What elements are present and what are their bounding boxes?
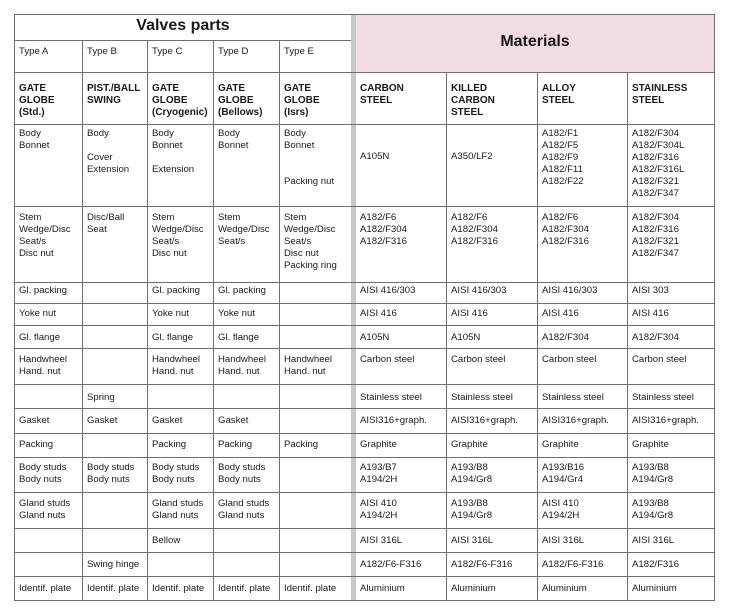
material-cell: A193/B8 A194/Gr8 [451, 498, 493, 521]
part-cell: Body studs Body nuts [87, 462, 135, 485]
row-rule [14, 408, 714, 409]
row-rule [14, 576, 714, 577]
part-cell: Packing [152, 439, 187, 450]
material-cell: Carbon steel [360, 354, 415, 365]
part-cell: Gl. packing [152, 285, 200, 296]
material-cell: AISI 416/303 [542, 285, 598, 296]
row-rule [14, 433, 714, 434]
row-rule [14, 492, 714, 493]
part-cell: Packing [19, 439, 54, 450]
part-cell: Gasket [152, 415, 183, 426]
part-cell [280, 415, 355, 432]
material-cell: Carbon steel [542, 354, 597, 365]
type-label: Type E [284, 46, 314, 57]
material-cell: AISI316+graph. [542, 415, 609, 426]
row-rule [14, 325, 714, 326]
material-cell: A193/B8 A194/Gr8 [632, 498, 674, 521]
part-cell: Yoke nut [218, 308, 255, 319]
part-cell [15, 559, 82, 575]
material-cell: Stainless steel [360, 392, 422, 403]
row-rule [14, 528, 714, 529]
type-row-rule [14, 72, 714, 73]
part-cell [148, 559, 213, 575]
part-cell: Handwheel Hand. nut [19, 354, 68, 377]
valve-type-header: GATE GLOBE (Cryogenic) [152, 83, 208, 118]
valve-type-header: GATE GLOBE (Isrs) [284, 83, 320, 118]
material-header: ALLOY STEEL [542, 83, 576, 106]
row-rule [14, 552, 714, 553]
material-header: CARBON STEEL [360, 83, 404, 106]
part-cell [15, 535, 82, 551]
valves-title-rule [14, 40, 351, 41]
part-cell: Handwheel Hand. nut [218, 354, 267, 377]
part-cell [83, 439, 147, 456]
row-rule [14, 348, 714, 349]
material-cell: A350/LF2 [451, 151, 493, 162]
part-cell [280, 285, 355, 302]
part-cell: Stem Wedge/Disc Seat/s [218, 212, 270, 247]
material-cell: Aluminium [632, 583, 677, 594]
material-cell: A182/F6-F316 [360, 559, 422, 570]
material-cell: Aluminium [451, 583, 496, 594]
table-border-bottom [14, 600, 715, 601]
material-cell: AISI 416 [360, 308, 397, 319]
part-cell: Identif. plate [87, 583, 140, 594]
material-cell: Carbon steel [632, 354, 687, 365]
part-cell: Gl. flange [218, 332, 260, 343]
part-cell: Body Bonnet Packing nut [284, 128, 335, 187]
row-rule [14, 457, 714, 458]
material-cell: Carbon steel [451, 354, 506, 365]
material-cell: A182/F6-F316 [542, 559, 604, 570]
material-cell: Graphite [542, 439, 579, 450]
part-cell: Yoke nut [19, 308, 56, 319]
material-cell: Aluminium [360, 583, 405, 594]
part-cell [15, 392, 82, 407]
material-cell: AISI316+graph. [632, 415, 699, 426]
material-cell: A193/B8 A194/Gr8 [632, 462, 674, 485]
part-cell: Identif. plate [284, 583, 337, 594]
part-cell: Packing [284, 439, 319, 450]
part-cell: Identif. plate [218, 583, 271, 594]
valves-parts-title: Valves parts [136, 17, 230, 34]
material-cell: Graphite [632, 439, 669, 450]
material-cell: A182/F6-F316 [451, 559, 513, 570]
material-cell: A105N [451, 332, 481, 343]
row-rule [14, 303, 714, 304]
part-cell: Handwheel Hand. nut [152, 354, 201, 377]
part-cell: Identif. plate [19, 583, 72, 594]
part-cell: Gl. flange [19, 332, 61, 343]
material-cell: Graphite [360, 439, 397, 450]
part-cell [214, 559, 279, 575]
material-header: KILLED CARBON STEEL [451, 83, 495, 118]
material-cell: A182/F316 [632, 559, 679, 570]
material-cell: A182/F6 A182/F304 A182/F316 [542, 212, 589, 247]
material-cell: AISI 410 A194/2H [542, 498, 580, 521]
part-cell: Stem Wedge/Disc Seat/s Disc nut [19, 212, 71, 259]
part-cell [83, 535, 147, 551]
part-cell [214, 535, 279, 551]
table-border-top [14, 14, 714, 15]
part-cell: Body studs Body nuts [152, 462, 200, 485]
material-header: STAINLESS STEEL [632, 83, 688, 106]
part-cell: Gland studs Gland nuts [19, 498, 71, 521]
material-cell: AISI 316L [360, 535, 403, 546]
material-cell: A193/B7 A194/2H [360, 462, 398, 485]
part-cell: Body Cover Extension [87, 128, 130, 175]
material-cell: AISI 316L [451, 535, 494, 546]
row-rule [14, 206, 714, 207]
material-cell: A193/B8 A194/Gr8 [451, 462, 493, 485]
part-cell: Body studs Body nuts [218, 462, 266, 485]
type-label: Type A [19, 46, 49, 57]
part-cell [280, 498, 355, 527]
part-cell: Body Bonnet Extension [152, 128, 195, 175]
part-cell: Bellow [152, 535, 181, 546]
part-cell [83, 498, 147, 527]
type-label: Type B [87, 46, 117, 57]
material-cell: AISI 410 A194/2H [360, 498, 398, 521]
part-cell: Yoke nut [152, 308, 189, 319]
material-cell: AISI316+graph. [360, 415, 427, 426]
part-cell: Stem Wedge/Disc Seat/s Disc nut [152, 212, 204, 259]
material-cell: AISI 316L [632, 535, 675, 546]
part-cell [214, 392, 279, 407]
type-label: Type C [152, 46, 183, 57]
part-cell: Gasket [218, 415, 249, 426]
row-rule [14, 124, 714, 125]
row-rule [14, 384, 714, 385]
material-cell: A105N [360, 332, 390, 343]
material-cell: A193/B16 A194/Gr4 [542, 462, 585, 485]
part-cell: Swing hinge [87, 559, 140, 570]
material-cell: A182/F6 A182/F304 A182/F316 [451, 212, 498, 247]
material-cell: Stainless steel [451, 392, 513, 403]
part-cell: Gl. flange [152, 332, 194, 343]
material-cell: Stainless steel [542, 392, 604, 403]
part-cell: Handwheel Hand. nut [284, 354, 333, 377]
part-cell: Gl. packing [218, 285, 266, 296]
part-cell [280, 535, 355, 551]
part-cell [280, 332, 355, 347]
part-cell [280, 559, 355, 575]
material-cell: AISI 416/303 [360, 285, 416, 296]
valve-type-header: GATE GLOBE (Bellows) [218, 83, 263, 118]
material-cell: A182/F304 A182/F304L A182/F316 A182/F316L A182/F321 A182/F347 [632, 128, 685, 199]
part-cell: Stem Wedge/Disc Seat/s Disc nut Packing ring [284, 212, 337, 271]
material-cell: Graphite [451, 439, 488, 450]
material-cell: AISI 416 [632, 308, 669, 319]
part-cell: Identif. plate [152, 583, 205, 594]
material-cell: A182/F304 A182/F316 A182/F321 A182/F347 [632, 212, 679, 259]
part-cell: Gland studs Gland nuts [152, 498, 204, 521]
material-cell: AISI 416/303 [451, 285, 507, 296]
material-cell: Stainless steel [632, 392, 694, 403]
materials-title: Materials [500, 33, 570, 50]
table-border-right [714, 14, 715, 600]
part-cell [83, 308, 147, 324]
part-cell: Body Bonnet [19, 128, 50, 151]
valve-type-header: PIST./BALL SWING [87, 83, 141, 106]
row-rule [14, 282, 714, 283]
material-cell: A182/F304 [542, 332, 589, 343]
part-cell [83, 285, 147, 302]
material-cell: A182/F1 A182/F5 A182/F9 A182/F11 A182/F22 [542, 128, 584, 187]
material-cell: AISI 316L [542, 535, 585, 546]
material-cell: AISI 416 [451, 308, 488, 319]
part-cell: Gl. packing [19, 285, 67, 296]
part-cell: Spring [87, 392, 115, 403]
type-label: Type D [218, 46, 249, 57]
material-cell: A105N [360, 151, 390, 162]
part-cell: Body Bonnet [218, 128, 249, 151]
material-cell: AISI 416 [542, 308, 579, 319]
part-cell [280, 392, 355, 407]
material-cell: A182/F304 [632, 332, 679, 343]
material-cell: A182/F6 A182/F304 A182/F316 [360, 212, 407, 247]
part-cell: Gasket [19, 415, 50, 426]
part-cell: Disc/Ball Seat [87, 212, 125, 235]
material-cell: AISI316+graph. [451, 415, 518, 426]
part-cell [280, 308, 355, 324]
valve-type-header: GATE GLOBE (Std.) [19, 83, 55, 118]
part-cell: Packing [218, 439, 253, 450]
part-cell [280, 462, 355, 491]
material-cell: AISI 303 [632, 285, 669, 296]
part-cell [148, 392, 213, 407]
part-cell [83, 354, 147, 383]
part-cell: Body studs Body nuts [19, 462, 67, 485]
part-cell [83, 332, 147, 347]
part-cell: Gasket [87, 415, 118, 426]
part-cell: Gland studs Gland nuts [218, 498, 270, 521]
material-cell: Aluminium [542, 583, 587, 594]
